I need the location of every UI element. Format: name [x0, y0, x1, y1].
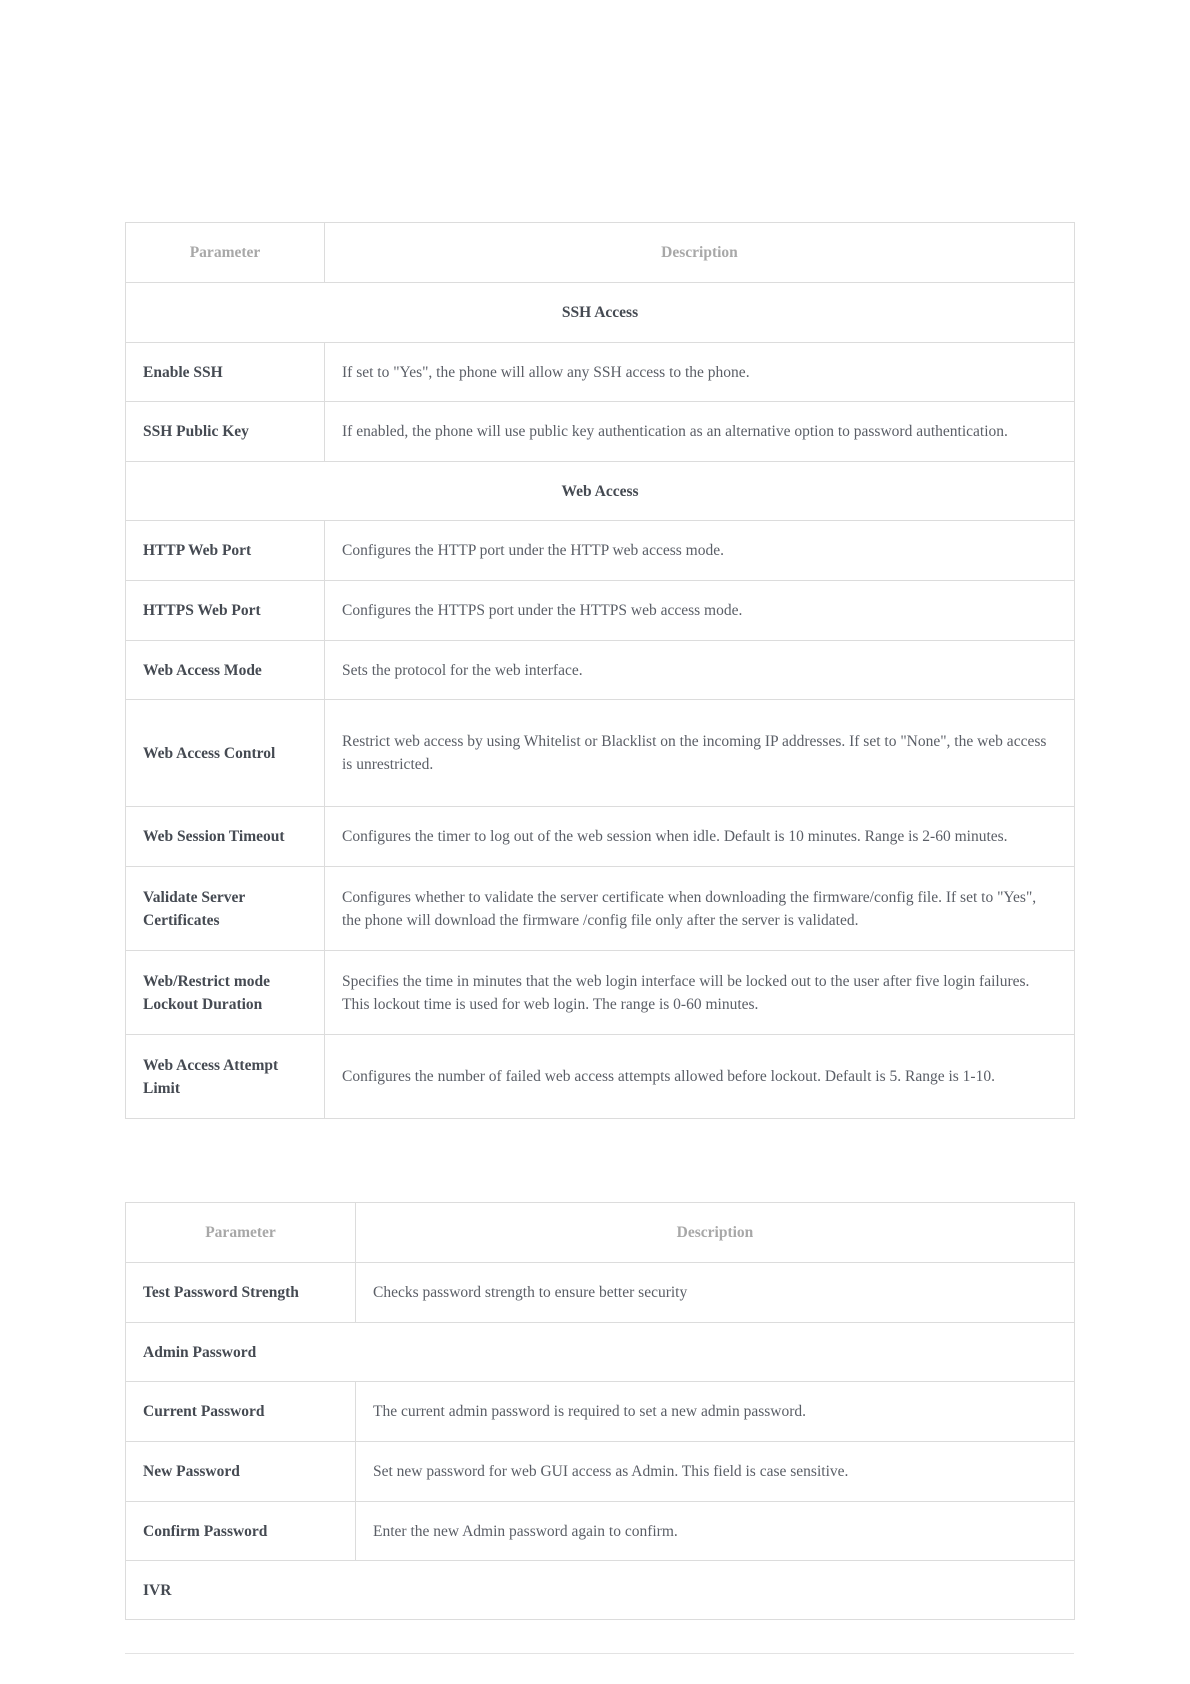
ssh-web-access-table [125, 222, 1075, 1119]
param-description: Configures the timer to log out of the web session when idle. Default is 10 minutes. Range is 2-60 minutes. [325, 807, 1075, 867]
table-row [126, 521, 1075, 581]
param-description: Sets the protocol for the web interface. [325, 641, 1075, 700]
table-row [126, 867, 1075, 951]
table-row [126, 1442, 1075, 1502]
param-description: Configures the HTTP port under the HTTP web access mode. [325, 521, 1075, 581]
param-description: Checks password strength to ensure better security [356, 1263, 1075, 1323]
table-row [126, 1035, 1075, 1119]
param-name: SSH Public Key [126, 402, 325, 462]
param-name: Web Access Mode [126, 641, 325, 700]
table-row [126, 641, 1075, 700]
param-description: If enabled, the phone will use public key authentication as an alternative option to password authentication. [325, 402, 1075, 462]
param-description: Configures whether to validate the server certificate when downloading the firmware/config file. If set to "Yes", the phone will download the firmware /config file only after the server is validated. [325, 867, 1075, 951]
param-name: Enable SSH [126, 343, 325, 402]
param-name: Web Access Control [126, 700, 325, 807]
table-row [126, 807, 1075, 867]
param-name: Web Session Timeout [126, 807, 325, 867]
table-row [126, 1502, 1075, 1561]
admin-password-table [125, 1202, 1075, 1620]
param-name: Test Password Strength [126, 1263, 356, 1323]
param-description: The current admin password is required to set a new admin password. [356, 1382, 1075, 1442]
param-description: Restrict web access by using Whitelist or Blacklist on the incoming IP addresses. If set to "None", the web access is unrestricted. [325, 700, 1075, 807]
section-title: SSH Access [126, 283, 1075, 343]
param-description: If set to "Yes", the phone will allow any SSH access to the phone. [325, 343, 1075, 402]
footer-divider [125, 1653, 1074, 1654]
header-description: Description [356, 1203, 1075, 1263]
table-row [126, 343, 1075, 402]
param-name: New Password [126, 1442, 356, 1502]
param-description: Specifies the time in minutes that the web login interface will be locked out to the user after five login failures. This lockout time is used for web login. The range is 0-60 minutes. [325, 951, 1075, 1035]
header-parameter: Parameter [126, 223, 325, 283]
section-title: Web Access [126, 462, 1075, 521]
section-row-ssh-access [126, 283, 1075, 343]
param-name: HTTPS Web Port [126, 581, 325, 641]
param-description: Configures the number of failed web access attempts allowed before lockout. Default is 5. Range is 1-10. [325, 1035, 1075, 1119]
param-name: Current Password [126, 1382, 356, 1442]
param-description: Set new password for web GUI access as Admin. This field is case sensitive. [356, 1442, 1075, 1502]
section-row-admin-password [126, 1323, 1075, 1382]
table-header-row [126, 223, 1075, 283]
param-description: Configures the HTTPS port under the HTTPS web access mode. [325, 581, 1075, 641]
param-description: Enter the new Admin password again to confirm. [356, 1502, 1075, 1561]
table-row [126, 700, 1075, 807]
section-title: IVR [126, 1561, 1075, 1620]
table-row [126, 1263, 1075, 1323]
table-header-row [126, 1203, 1075, 1263]
param-name: Web Access Attempt Limit [126, 1035, 325, 1119]
table-row [126, 951, 1075, 1035]
param-name: Validate Server Certificates [126, 867, 325, 951]
table-row [126, 402, 1075, 462]
section-title: Admin Password [126, 1323, 1075, 1382]
header-description: Description [325, 223, 1075, 283]
param-name: HTTP Web Port [126, 521, 325, 581]
section-row-ivr [126, 1561, 1075, 1620]
table-row [126, 581, 1075, 641]
section-row-web-access [126, 462, 1075, 521]
header-parameter: Parameter [126, 1203, 356, 1263]
param-name: Web/Restrict mode Lockout Duration [126, 951, 325, 1035]
param-name: Confirm Password [126, 1502, 356, 1561]
table-row [126, 1382, 1075, 1442]
